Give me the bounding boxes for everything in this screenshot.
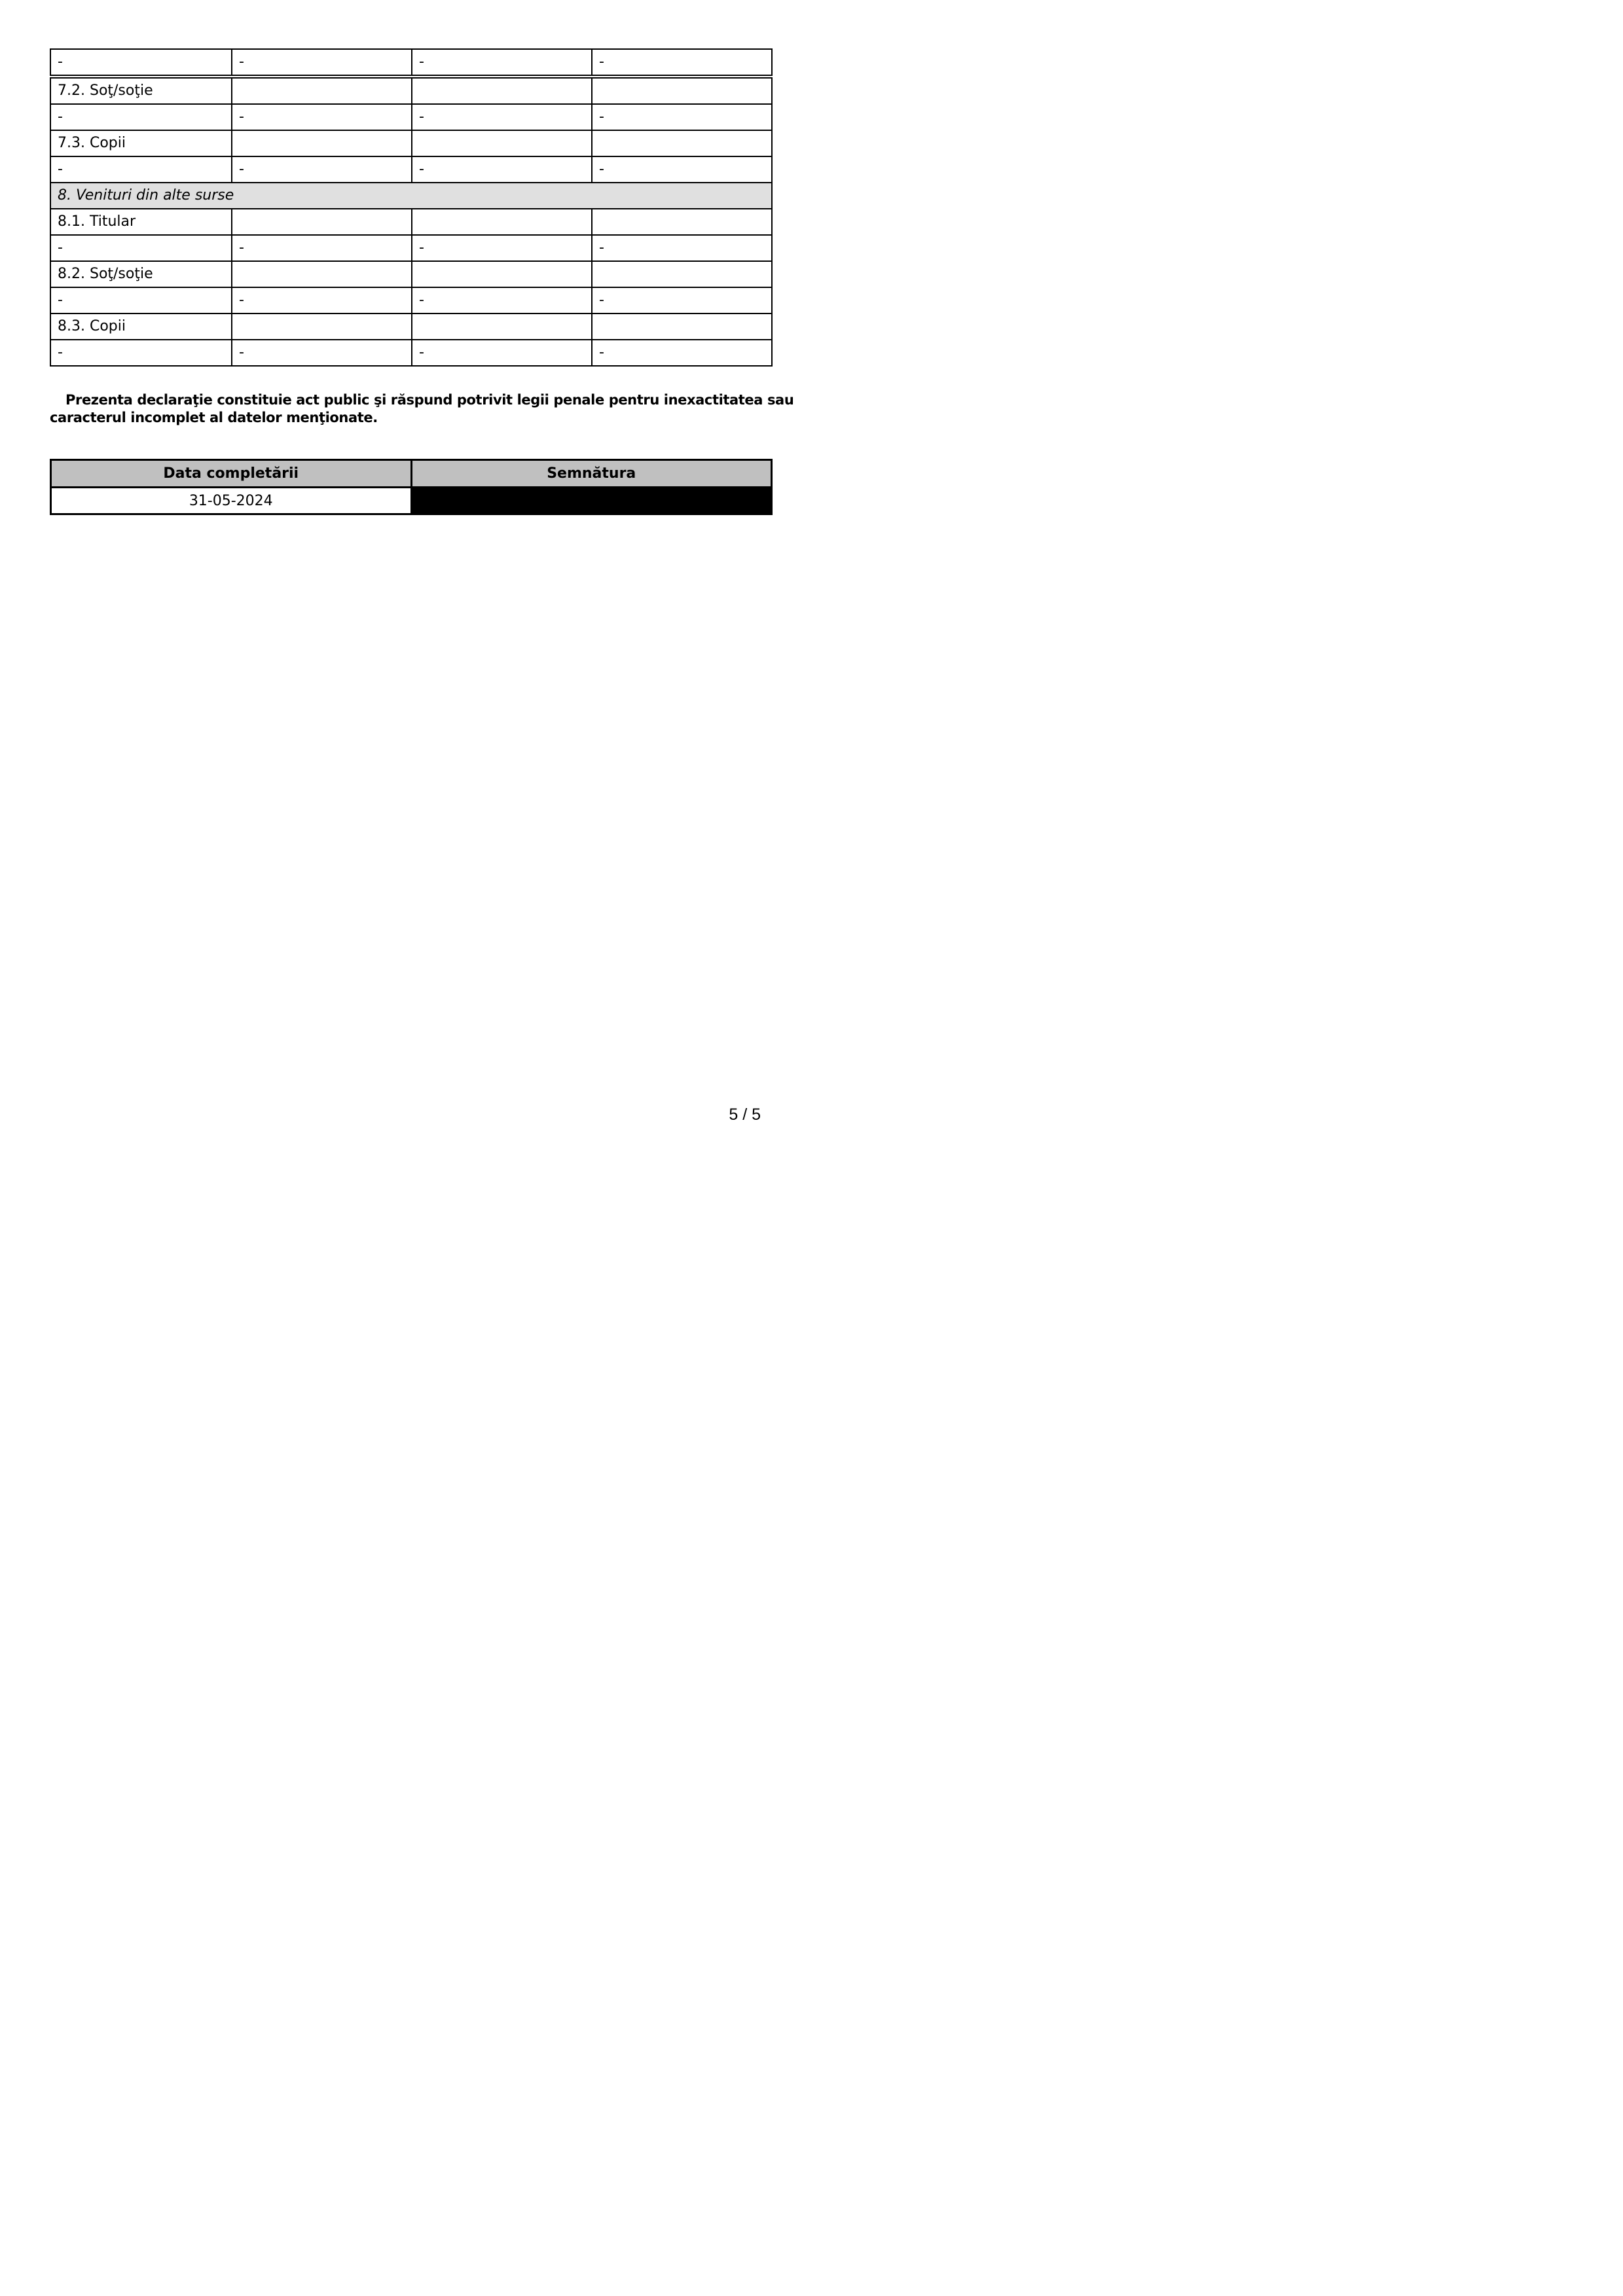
value-cell: - <box>411 236 591 260</box>
value-cell: - <box>591 288 771 313</box>
disclaimer-line: caracterul incomplet al datelor menţionate. <box>50 410 378 425</box>
date-completed-value-cell: 31-05-2024 <box>51 488 412 514</box>
empty-cell <box>411 79 591 103</box>
table-row-values <box>51 50 771 75</box>
empty-cell <box>411 131 591 156</box>
value-cell: - <box>411 105 591 130</box>
value-cell: - <box>231 288 411 313</box>
empty-cell <box>591 209 771 234</box>
empty-cell <box>231 79 411 103</box>
value-cell: - <box>231 236 411 260</box>
value-cell: - <box>411 50 591 75</box>
signature-table <box>50 459 773 515</box>
value-cell: - <box>58 160 63 177</box>
value-cell: - <box>591 105 771 130</box>
page-number: 5 / 5 <box>729 1105 761 1124</box>
table-row-values <box>51 287 771 313</box>
table-row-label <box>51 79 771 103</box>
value-cell: - <box>58 53 63 70</box>
empty-cell <box>231 131 411 156</box>
value-cell: - <box>231 50 411 75</box>
signature-table-header-row <box>51 460 772 488</box>
empty-cell <box>591 79 771 103</box>
empty-cell <box>411 262 591 287</box>
value-cell: - <box>591 340 771 365</box>
table-row-label <box>51 260 771 287</box>
value-cell: - <box>411 340 591 365</box>
income-table-continuation <box>50 48 773 76</box>
table-row-section <box>51 182 771 208</box>
value-cell: - <box>58 108 63 125</box>
row-label-cell: 8.2. Soţ/soţie <box>58 265 153 282</box>
table-row-label <box>51 313 771 339</box>
table-row-label <box>51 208 771 234</box>
empty-cell <box>231 314 411 339</box>
empty-cell <box>411 314 591 339</box>
table-row-label <box>51 130 771 156</box>
value-cell: - <box>591 157 771 182</box>
document-page <box>0 0 812 1148</box>
value-cell: - <box>591 236 771 260</box>
row-label-cell: 8.1. Titular <box>58 213 136 230</box>
signature-header-cell: Semnătura <box>411 460 772 488</box>
value-cell: - <box>58 291 63 308</box>
value-cell: - <box>231 340 411 365</box>
table-row-values <box>51 234 771 260</box>
value-cell: - <box>58 239 63 256</box>
table-row-values <box>51 339 771 365</box>
row-label-cell: 7.3. Copii <box>58 134 126 151</box>
row-label-cell: 8.3. Copii <box>58 317 126 334</box>
empty-cell <box>591 314 771 339</box>
signature-redacted-cell <box>411 488 772 514</box>
value-cell: - <box>58 344 63 361</box>
value-cell: - <box>591 50 771 75</box>
empty-cell <box>591 262 771 287</box>
disclaimer-line: Prezenta declaraţie constituie act public şi răspund potrivit legii penale pentru inexactitatea sau <box>65 392 794 408</box>
empty-cell <box>231 262 411 287</box>
signature-table-value-row <box>51 488 772 514</box>
empty-cell <box>411 209 591 234</box>
disclaimer-paragraph <box>50 391 794 427</box>
income-table <box>50 77 773 367</box>
row-label-cell: 7.2. Soţ/soţie <box>58 82 153 99</box>
value-cell: - <box>231 157 411 182</box>
section-header-cell: 8. Venituri din alte surse <box>58 187 234 204</box>
empty-cell <box>231 209 411 234</box>
table-row-values <box>51 103 771 130</box>
value-cell: - <box>231 105 411 130</box>
table-row-values <box>51 156 771 182</box>
empty-cell <box>591 131 771 156</box>
value-cell: - <box>411 288 591 313</box>
value-cell: - <box>411 157 591 182</box>
date-completed-header-cell: Data completării <box>51 460 412 488</box>
